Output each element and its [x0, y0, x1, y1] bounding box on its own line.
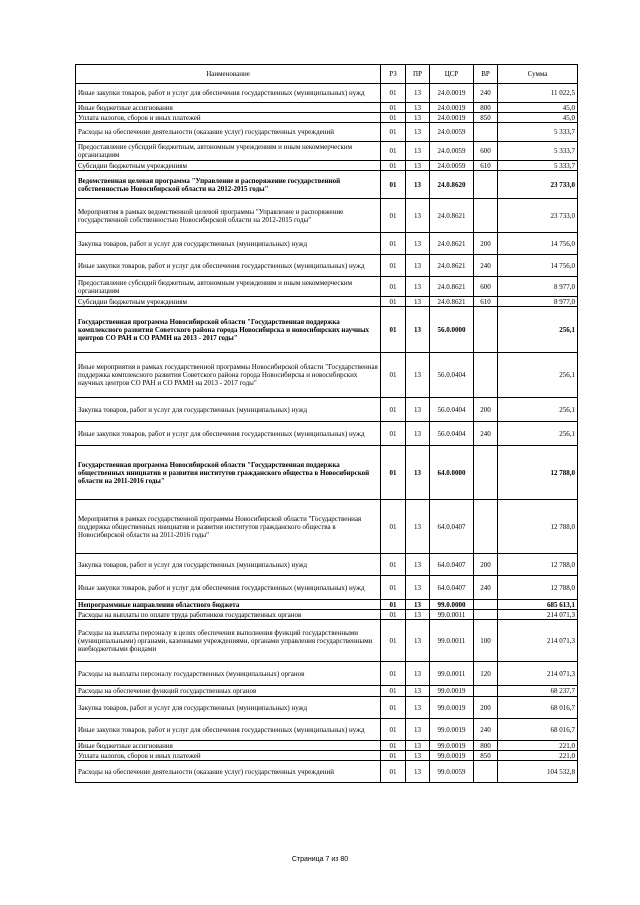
cell-rz: 01 — [381, 446, 406, 500]
cell-vr: 240 — [474, 255, 498, 277]
cell-rz: 01 — [381, 161, 406, 171]
cell-vr: 610 — [474, 161, 498, 171]
budget-document — [75, 64, 577, 783]
cell-pr: 13 — [406, 199, 430, 233]
cell-rz: 01 — [381, 500, 406, 554]
table-row — [76, 255, 578, 277]
cell-rz: 01 — [381, 398, 406, 422]
cell-csr: 24.0.8621 — [430, 199, 474, 233]
cell-csr: 24.0.0059 — [430, 142, 474, 161]
cell-sum: 8 977,0 — [498, 277, 578, 297]
cell-vr: 240 — [474, 84, 498, 103]
cell-name: Государственная программа Новосибирской области "Государственная поддержка общественных инициатив и развития институтов гражданского общества в Новосибирской области на 2011-2016 годы" — [76, 446, 381, 500]
cell-name: Непрограммные направления областного бюджета — [76, 600, 381, 610]
cell-rz: 01 — [381, 751, 406, 761]
cell-sum: 256,1 — [498, 422, 578, 446]
table-row — [76, 353, 578, 398]
cell-rz: 01 — [381, 697, 406, 719]
cell-csr: 99.0.0011 — [430, 620, 474, 662]
cell-vr — [474, 610, 498, 620]
cell-name: Уплата налогов, сборов и иных платежей — [76, 113, 381, 123]
cell-rz: 01 — [381, 686, 406, 697]
cell-csr: 99.0.0019 — [430, 751, 474, 761]
cell-rz: 01 — [381, 600, 406, 610]
cell-sum: 12 788,0 — [498, 576, 578, 600]
cell-name: Иные мероприятия в рамках государственной программы Новосибирской области "Государственная поддержка комплексного развития Советского района города Новосибирска и новосибирских научных центров СО РАН и СО РАМН на 2013 - 2017 годы" — [76, 353, 381, 398]
cell-pr: 13 — [406, 171, 430, 199]
table-body — [76, 84, 578, 783]
cell-vr — [474, 500, 498, 554]
cell-csr: 99.0.0019 — [430, 719, 474, 741]
cell-rz: 01 — [381, 103, 406, 113]
table-row — [76, 398, 578, 422]
cell-pr: 13 — [406, 353, 430, 398]
cell-csr: 56.0.0000 — [430, 307, 474, 353]
header-rz: РЗ — [381, 65, 406, 84]
cell-sum: 68 237,7 — [498, 686, 578, 697]
cell-csr: 99.0.0000 — [430, 600, 474, 610]
table-row — [76, 554, 578, 576]
cell-name: Расходы на выплаты персоналу в целях обеспечения выполнения функций государственными (муниципальными) органами, казенными учреждениями, органами управления государственными внебюджетными фондами — [76, 620, 381, 662]
cell-pr: 13 — [406, 554, 430, 576]
cell-pr: 13 — [406, 761, 430, 783]
cell-rz: 01 — [381, 255, 406, 277]
cell-pr: 13 — [406, 123, 430, 142]
table-row — [76, 761, 578, 783]
cell-pr: 13 — [406, 255, 430, 277]
cell-sum: 221,0 — [498, 741, 578, 751]
cell-vr: 850 — [474, 113, 498, 123]
cell-csr: 24.0.0019 — [430, 84, 474, 103]
cell-csr: 64.0.0407 — [430, 500, 474, 554]
table-row — [76, 171, 578, 199]
table-row — [76, 422, 578, 446]
table-row — [76, 297, 578, 307]
cell-pr: 13 — [406, 500, 430, 554]
cell-name: Предоставление субсидий бюджетным, автономным учреждениям и иным некоммерческим организациям — [76, 142, 381, 161]
table-row — [76, 123, 578, 142]
cell-name: Иные закупки товаров, работ и услуг для обеспечения государственных (муниципальных) нужд — [76, 84, 381, 103]
cell-pr: 13 — [406, 620, 430, 662]
cell-pr: 13 — [406, 277, 430, 297]
cell-rz: 01 — [381, 620, 406, 662]
cell-sum: 68 016,7 — [498, 697, 578, 719]
table-row — [76, 307, 578, 353]
cell-name: Уплата налогов, сборов и иных платежей — [76, 751, 381, 761]
cell-csr: 24.0.0019 — [430, 113, 474, 123]
cell-pr: 13 — [406, 446, 430, 500]
cell-sum: 221,0 — [498, 751, 578, 761]
cell-rz: 01 — [381, 123, 406, 142]
cell-pr: 13 — [406, 422, 430, 446]
cell-sum: 68 016,7 — [498, 719, 578, 741]
cell-name: Закупка товаров, работ и услуг для государственных (муниципальных) нужд — [76, 554, 381, 576]
cell-pr: 13 — [406, 741, 430, 751]
cell-sum: 5 333,7 — [498, 161, 578, 171]
cell-csr: 24.0.0019 — [430, 103, 474, 113]
table-row — [76, 113, 578, 123]
cell-csr: 24.0.8621 — [430, 233, 474, 255]
cell-name: Мероприятия в рамках ведомственной целевой программы "Управление и распоряжение государственной собственностью Новосибирской области на 2012-2015 годы" — [76, 199, 381, 233]
cell-rz: 01 — [381, 142, 406, 161]
cell-vr: 200 — [474, 697, 498, 719]
cell-csr: 24.0.8620 — [430, 171, 474, 199]
table-row — [76, 662, 578, 686]
cell-vr — [474, 123, 498, 142]
cell-csr: 24.0.0059 — [430, 161, 474, 171]
cell-name: Закупка товаров, работ и услуг для государственных (муниципальных) нужд — [76, 233, 381, 255]
cell-rz: 01 — [381, 761, 406, 783]
cell-sum: 11 022,5 — [498, 84, 578, 103]
cell-vr — [474, 199, 498, 233]
cell-name: Расходы на выплаты персоналу государственных (муниципальных) органов — [76, 662, 381, 686]
cell-vr — [474, 446, 498, 500]
cell-vr: 610 — [474, 297, 498, 307]
cell-pr: 13 — [406, 719, 430, 741]
cell-pr: 13 — [406, 686, 430, 697]
cell-csr: 64.0.0000 — [430, 446, 474, 500]
cell-rz: 01 — [381, 171, 406, 199]
cell-csr: 24.0.8621 — [430, 277, 474, 297]
cell-name: Иные закупки товаров, работ и услуг для обеспечения государственных (муниципальных) нужд — [76, 255, 381, 277]
cell-csr: 99.0.0019 — [430, 686, 474, 697]
cell-csr: 99.0.0019 — [430, 741, 474, 751]
cell-name: Мероприятия в рамках государственной программы Новосибирской области "Государственная поддержка общественных инициатив и развития институтов гражданского общества в Новосибирской области на 2011-2016 годы" — [76, 500, 381, 554]
cell-sum: 14 756,0 — [498, 233, 578, 255]
cell-name: Субсидии бюджетным учреждениям — [76, 297, 381, 307]
cell-rz: 01 — [381, 277, 406, 297]
cell-sum: 5 333,7 — [498, 123, 578, 142]
cell-sum: 214 071,3 — [498, 620, 578, 662]
header-name: Наименование — [76, 65, 381, 84]
header-csr: ЦСР — [430, 65, 474, 84]
cell-pr: 13 — [406, 297, 430, 307]
cell-sum: 214 071,3 — [498, 662, 578, 686]
table-row — [76, 600, 578, 610]
cell-name: Закупка товаров, работ и услуг для государственных (муниципальных) нужд — [76, 398, 381, 422]
cell-name: Расходы на обеспечение функций государственных органов — [76, 686, 381, 697]
cell-sum: 256,1 — [498, 353, 578, 398]
table-header-row — [76, 65, 578, 84]
cell-pr: 13 — [406, 751, 430, 761]
cell-rz: 01 — [381, 610, 406, 620]
cell-csr: 99.0.0011 — [430, 610, 474, 620]
table-row — [76, 103, 578, 113]
cell-name: Предоставление субсидий бюджетным, автономным учреждениям и иным некоммерческим организациям — [76, 277, 381, 297]
cell-sum: 12 788,0 — [498, 446, 578, 500]
cell-rz: 01 — [381, 353, 406, 398]
table-row — [76, 199, 578, 233]
cell-sum: 45,0 — [498, 113, 578, 123]
cell-vr — [474, 307, 498, 353]
cell-sum: 8 977,0 — [498, 297, 578, 307]
cell-vr: 800 — [474, 103, 498, 113]
cell-sum: 256,1 — [498, 307, 578, 353]
cell-csr: 64.0.0407 — [430, 554, 474, 576]
cell-csr: 56.0.0404 — [430, 398, 474, 422]
cell-name: Расходы на обеспечение деятельности (оказание услуг) государственных учреждений — [76, 123, 381, 142]
cell-vr: 600 — [474, 277, 498, 297]
cell-rz: 01 — [381, 741, 406, 751]
cell-sum: 12 788,0 — [498, 500, 578, 554]
cell-vr: 200 — [474, 554, 498, 576]
cell-vr: 100 — [474, 620, 498, 662]
budget-table — [75, 64, 578, 783]
cell-pr: 13 — [406, 103, 430, 113]
cell-pr: 13 — [406, 398, 430, 422]
table-row — [76, 500, 578, 554]
cell-csr: 24.0.8621 — [430, 297, 474, 307]
cell-sum: 256,1 — [498, 398, 578, 422]
cell-pr: 13 — [406, 662, 430, 686]
cell-vr — [474, 171, 498, 199]
table-row — [76, 620, 578, 662]
page-number: Страница 7 из 80 — [291, 856, 349, 863]
table-row — [76, 84, 578, 103]
cell-sum: 104 532,8 — [498, 761, 578, 783]
cell-vr: 240 — [474, 422, 498, 446]
cell-name: Иные бюджетные ассигнования — [76, 103, 381, 113]
cell-csr: 56.0.0404 — [430, 422, 474, 446]
cell-pr: 13 — [406, 307, 430, 353]
cell-sum: 45,0 — [498, 103, 578, 113]
cell-name: Расходы на выплаты по оплате труда работников государственных органов — [76, 610, 381, 620]
table-row — [76, 233, 578, 255]
cell-rz: 01 — [381, 113, 406, 123]
cell-rz: 01 — [381, 576, 406, 600]
cell-rz: 01 — [381, 422, 406, 446]
cell-sum: 14 756,0 — [498, 255, 578, 277]
cell-pr: 13 — [406, 113, 430, 123]
cell-rz: 01 — [381, 84, 406, 103]
cell-vr — [474, 686, 498, 697]
cell-name: Иные закупки товаров, работ и услуг для обеспечения государственных (муниципальных) нужд — [76, 719, 381, 741]
cell-csr: 99.0.0011 — [430, 662, 474, 686]
cell-pr: 13 — [406, 161, 430, 171]
cell-pr: 13 — [406, 600, 430, 610]
cell-vr — [474, 600, 498, 610]
header-vr: ВР — [474, 65, 498, 84]
cell-name: Государственная программа Новосибирской области "Государственная поддержка комплексного развития Советского района города Новосибирска и новосибирских научных центров СО РАН и СО РАМН на 2013 - 2017 годы" — [76, 307, 381, 353]
cell-rz: 01 — [381, 297, 406, 307]
table-row — [76, 142, 578, 161]
cell-rz: 01 — [381, 554, 406, 576]
cell-vr: 850 — [474, 751, 498, 761]
cell-vr: 200 — [474, 398, 498, 422]
cell-pr: 13 — [406, 142, 430, 161]
header-sum: Сумма — [498, 65, 578, 84]
cell-rz: 01 — [381, 719, 406, 741]
cell-csr: 24.0.0059 — [430, 123, 474, 142]
cell-name: Субсидии бюджетным учреждениям — [76, 161, 381, 171]
cell-csr: 56.0.0404 — [430, 353, 474, 398]
cell-name: Ведомственная целевая программа "Управление и распоряжение государственной собственностью Новосибирской области на 2012-2015 годы" — [76, 171, 381, 199]
cell-rz: 01 — [381, 233, 406, 255]
cell-vr: 800 — [474, 741, 498, 751]
cell-vr: 120 — [474, 662, 498, 686]
cell-pr: 13 — [406, 84, 430, 103]
cell-vr: 600 — [474, 142, 498, 161]
cell-rz: 01 — [381, 307, 406, 353]
cell-rz: 01 — [381, 199, 406, 233]
cell-pr: 13 — [406, 576, 430, 600]
cell-sum: 12 788,0 — [498, 554, 578, 576]
table-row — [76, 277, 578, 297]
cell-csr: 64.0.0407 — [430, 576, 474, 600]
header-pr: ПР — [406, 65, 430, 84]
cell-csr: 24.0.8621 — [430, 255, 474, 277]
cell-rz: 01 — [381, 662, 406, 686]
cell-sum: 23 733,0 — [498, 199, 578, 233]
cell-pr: 13 — [406, 233, 430, 255]
cell-sum: 5 333,7 — [498, 142, 578, 161]
table-row — [76, 161, 578, 171]
cell-vr: 240 — [474, 719, 498, 741]
cell-sum: 685 613,1 — [498, 600, 578, 610]
cell-pr: 13 — [406, 697, 430, 719]
table-row — [76, 741, 578, 751]
table-row — [76, 751, 578, 761]
table-row — [76, 686, 578, 697]
table-row — [76, 576, 578, 600]
cell-name: Закупка товаров, работ и услуг для государственных (муниципальных) нужд — [76, 697, 381, 719]
table-row — [76, 697, 578, 719]
table-row — [76, 446, 578, 500]
cell-csr: 99.0.0059 — [430, 761, 474, 783]
cell-vr — [474, 353, 498, 398]
cell-vr: 240 — [474, 576, 498, 600]
cell-csr: 99.0.0019 — [430, 697, 474, 719]
cell-name: Иные закупки товаров, работ и услуг для обеспечения государственных (муниципальных) нужд — [76, 422, 381, 446]
cell-name: Иные закупки товаров, работ и услуг для обеспечения государственных (муниципальных) нужд — [76, 576, 381, 600]
cell-vr — [474, 761, 498, 783]
cell-name: Иные бюджетные ассигнования — [76, 741, 381, 751]
table-row — [76, 719, 578, 741]
cell-name: Расходы на обеспечение деятельности (оказание услуг) государственных учреждений — [76, 761, 381, 783]
cell-sum: 214 071,3 — [498, 610, 578, 620]
cell-sum: 23 733,0 — [498, 171, 578, 199]
cell-pr: 13 — [406, 610, 430, 620]
table-row — [76, 610, 578, 620]
cell-vr: 200 — [474, 233, 498, 255]
